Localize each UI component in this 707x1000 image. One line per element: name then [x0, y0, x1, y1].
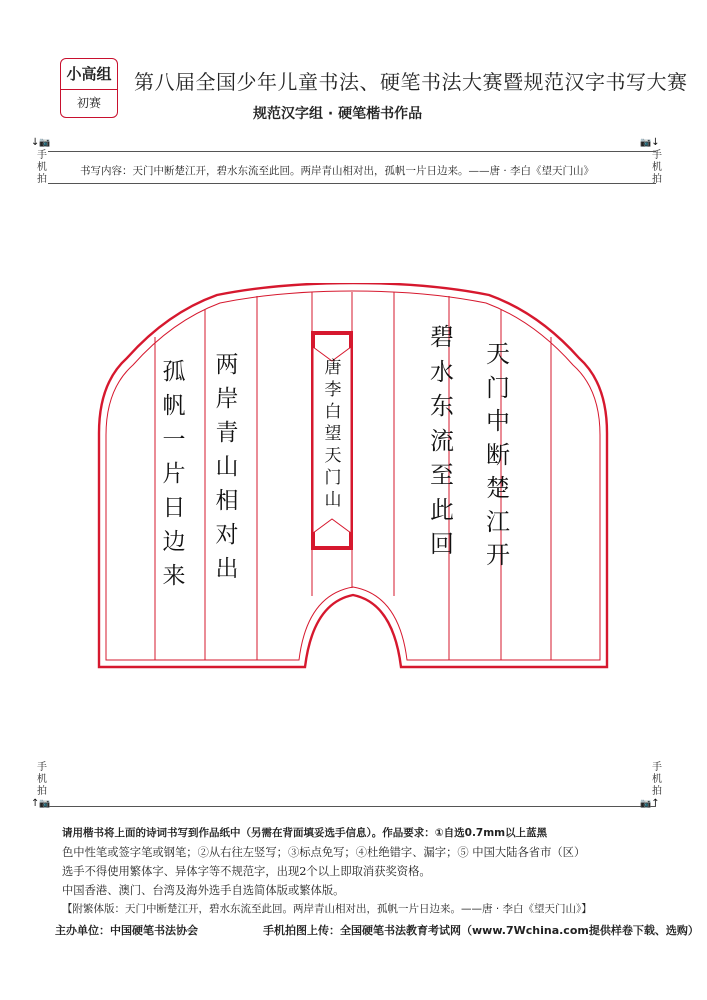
calligraphy-char: 开: [486, 541, 510, 569]
calligraphy-char: 一: [162, 427, 186, 453]
calligraphy-char: 片: [162, 461, 186, 487]
content-divider: [48, 183, 656, 184]
calligraphy-char: 断: [486, 440, 510, 469]
calligraphy-char: 中: [486, 407, 510, 435]
calligraphy-char: 门: [324, 468, 342, 488]
calligraphy-char: 两: [215, 352, 239, 378]
calligraphy-char: 孤: [162, 359, 186, 385]
calligraphy-char: 对: [215, 522, 239, 548]
calligraphy-char: 望: [324, 424, 342, 444]
calligraphy-char: 碧: [430, 323, 454, 351]
camera-icon: 📷: [39, 799, 51, 809]
bottom-right-marker: [640, 798, 660, 809]
top-divider: [48, 151, 656, 152]
calligraphy-char: 此: [430, 495, 454, 524]
phone-label-bottom-right: 手 机 拍: [652, 762, 662, 797]
group-badge: [60, 58, 118, 118]
phone-label-top-left: 手 机 拍: [37, 150, 47, 185]
camera-icon: 📷: [39, 138, 51, 148]
top-right-marker: [640, 137, 660, 148]
poem-column-3: [207, 348, 247, 586]
calligraphy-char: 李: [324, 380, 342, 400]
poem-column-1: [478, 338, 518, 573]
instructions: [62, 824, 662, 919]
calligraphy-char: 楚: [486, 474, 510, 502]
phone-label-bottom-left: 手 机 拍: [37, 762, 47, 797]
badge-round: 初赛: [76, 96, 101, 110]
poem-column-4: [154, 355, 194, 593]
organizer: 主办单位：中国硬笔书法协会: [55, 924, 198, 937]
poem-column-2: [422, 320, 462, 562]
calligraphy-char: 相: [215, 488, 239, 514]
calligraphy-char: 东: [430, 392, 454, 420]
calligraphy-char: 来: [162, 563, 186, 589]
arrow-up-icon: ↑: [651, 798, 660, 809]
calligraphy-char: 青: [215, 420, 239, 446]
calligraphy-char: 边: [162, 529, 186, 555]
arrow-down-icon: ↓: [651, 137, 660, 148]
calligraphy-char: 天: [486, 340, 510, 368]
calligraphy-char: 流: [430, 426, 454, 455]
camera-icon: 📷: [640, 138, 652, 148]
poem-attribution: [315, 357, 351, 511]
calligraphy-char: 帆: [162, 393, 186, 419]
calligraphy-char: 回: [430, 530, 454, 558]
instruction-line: 选手不得使用繁体字、异体字等不规范字，出现2个以上即取消获奖资格。: [62, 865, 431, 878]
writing-content: 书写内容：天门中断楚江开，碧水东流至此回。两岸青山相对出，孤帆一片日边来。——唐 · 李白《望天门山》: [80, 165, 595, 177]
calligraphy-char: 山: [215, 454, 239, 480]
upload-info: 手机拍图上传：全国硬笔书法教育考试网（www.7Wchina.com提供样卷下载、选购）: [263, 924, 699, 937]
instruction-line: 色中性笔或签字笔或钢笔；②从右往左竖写；③标点免写；④杜绝错字、漏字；⑤ 中国大陆各省市（区）: [62, 846, 586, 859]
calligraphy-char: 门: [486, 373, 510, 402]
calligraphy-char: 天: [324, 446, 342, 466]
calligraphy-char: 唐: [324, 358, 342, 378]
calligraphy-char: 至: [430, 461, 454, 489]
notes-divider: [48, 806, 656, 807]
top-left-marker: [31, 137, 51, 148]
badge-group: 小高组: [61, 59, 117, 90]
calligraphy-char: 江: [486, 507, 510, 536]
traditional-version-line: 【附繁体版：天门中断楚江开，碧水东流至此回。两岸青山相对出，孤帆一片日边来。——唐 · 李白《望天门山》】: [62, 903, 592, 915]
calligraphy-char: 日: [162, 495, 186, 521]
calligraphy-char: 水: [430, 357, 454, 386]
calligraphy-char: 出: [215, 556, 239, 582]
page-subtitle: 规范汉字组 · 硬笔楷书作品: [253, 106, 423, 122]
bottom-left-marker: [31, 798, 51, 809]
calligraphy-char: 白: [324, 402, 342, 422]
camera-icon: 📷: [640, 799, 652, 809]
arrow-down-icon: ↓: [31, 137, 40, 148]
phone-label-top-right: 手 机 拍: [652, 150, 662, 185]
calligraphy-char: 山: [324, 490, 342, 510]
page-title: 第八届全国少年儿童书法、硬笔书法大赛暨规范汉字书写大赛: [134, 70, 688, 94]
instruction-line: 中国香港、澳门、台湾及海外选手自选简体版或繁体版。: [62, 884, 345, 897]
arrow-up-icon: ↑: [31, 798, 40, 809]
calligraphy-char: 岸: [215, 386, 239, 412]
instruction-line: 请用楷书将上面的诗词书写到作品纸中（另需在背面填妥选手信息）。作品要求：①自选0.7mm以上蓝黑: [62, 827, 548, 839]
